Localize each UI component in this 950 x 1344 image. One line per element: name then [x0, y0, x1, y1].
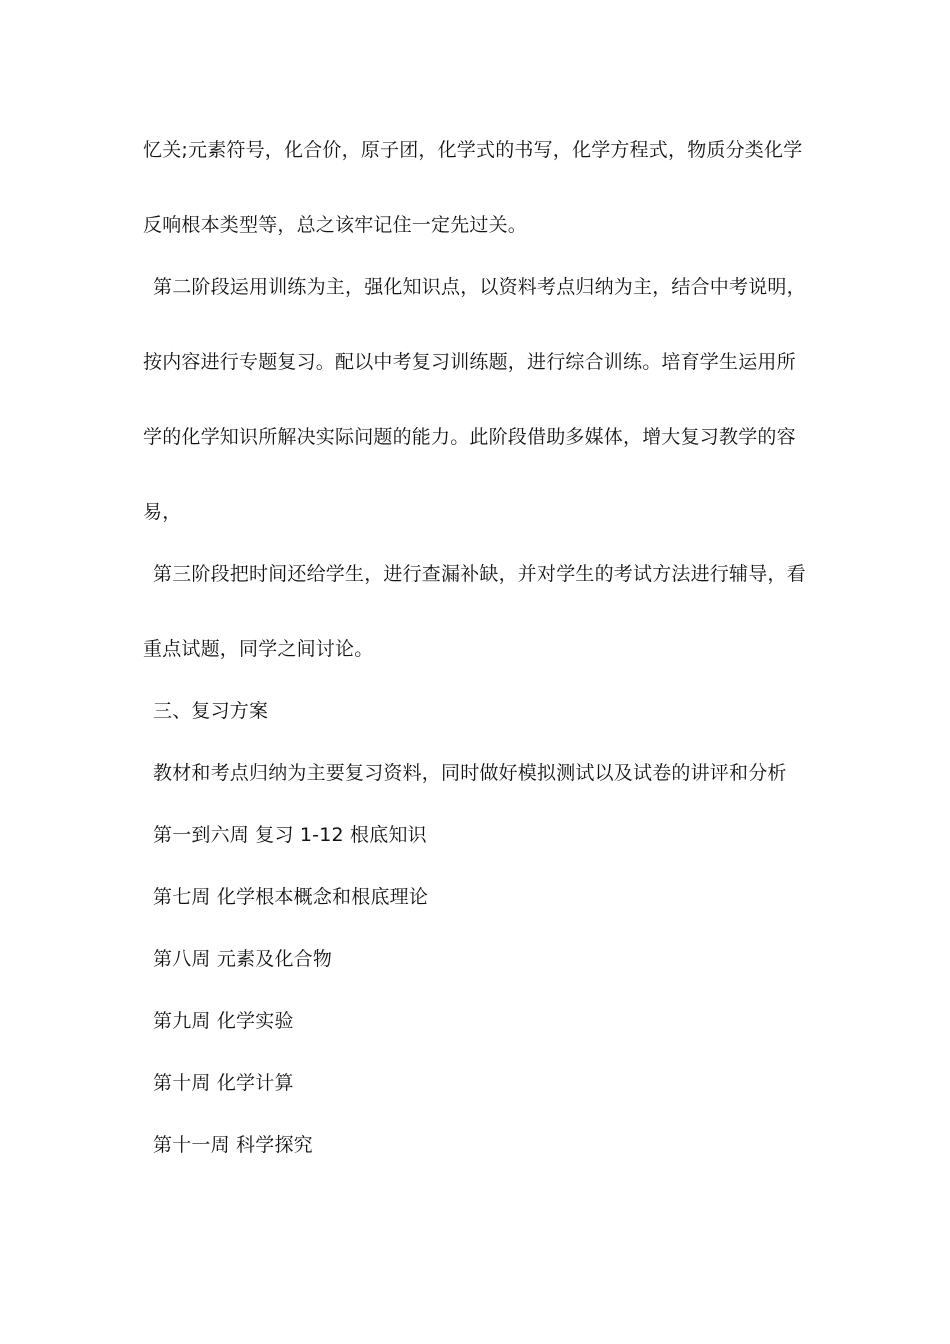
schedule-item: 第一到六周 复习 1-12 根底知识 [153, 824, 427, 846]
paragraph-line: 忆关;元素符号，化合价，原子团，化学式的书写，化学方程式，物质分类化学 [143, 139, 803, 161]
schedule-item: 第八周 元素及化合物 [153, 948, 333, 970]
schedule-item: 第九周 化学实验 [153, 1010, 294, 1032]
paragraph-line: 重点试题，同学之间讨论。 [143, 638, 374, 660]
paragraph-line: 反响根本类型等，总之该牢记住一定先过关。 [143, 214, 528, 236]
paragraph-line: 教材和考点归纳为主要复习资料，同时做好模拟测试以及试卷的讲评和分析 [153, 762, 787, 784]
schedule-item: 第十一周 科学探究 [153, 1134, 313, 1156]
paragraph-line: 学的化学知识所解决实际问题的能力。此阶段借助多媒体，增大复习教学的容 [143, 426, 796, 448]
schedule-item: 第十周 化学计算 [153, 1072, 294, 1094]
section-heading: 三、复习方案 [153, 700, 269, 722]
paragraph-line: 易， [143, 501, 182, 523]
paragraph-line: 第三阶段把时间还给学生，进行查漏补缺，并对学生的考试方法进行辅导，看 [153, 563, 806, 585]
paragraph-line: 按内容进行专题复习。配以中考复习训练题，进行综合训练。培育学生运用所 [143, 351, 796, 373]
paragraph-line: 第二阶段运用训练为主，强化知识点，以资料考点归纳为主，结合中考说明， [153, 276, 806, 298]
schedule-item: 第七周 化学根本概念和根底理论 [153, 886, 429, 908]
